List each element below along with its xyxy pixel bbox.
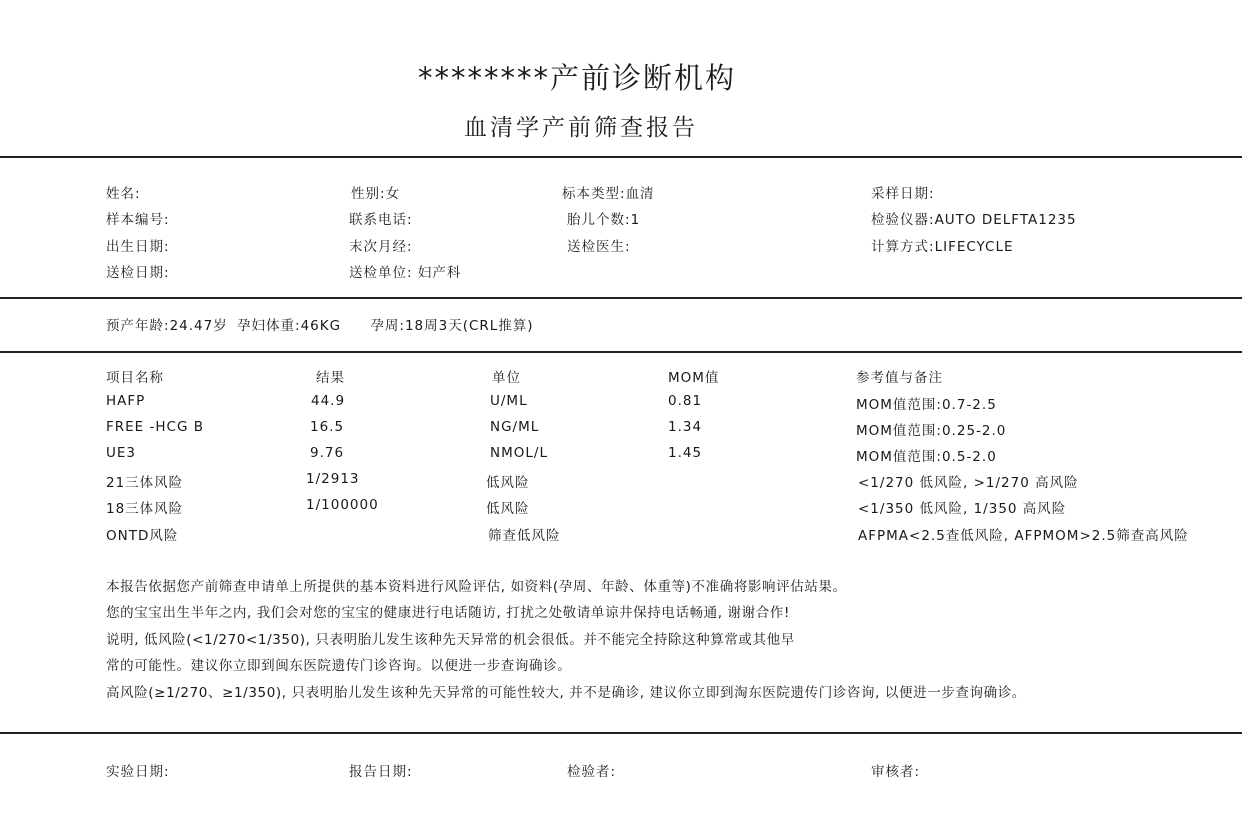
cell-unit: 筛查低风险: [488, 528, 561, 544]
field-label: 胎儿个数:: [567, 212, 631, 228]
note-line: 高风险(≥1/270、≥1/350), 只表明胎儿发生该种先天异常的可能性较大, 并不是确诊, 建议你立即到淘东医院遗传门诊咨询, 以便进一步查询确诊。: [106, 685, 1026, 701]
field-reviewer: [871, 760, 920, 780]
header-result: 结果: [316, 370, 345, 386]
field-experiment-date: [106, 760, 170, 780]
field-phone: [349, 208, 413, 228]
field-label: 报告日期:: [349, 764, 413, 780]
field-gender: [351, 182, 400, 202]
cell-item: FREE -HCG B: [106, 419, 204, 435]
cell-result: 44.9: [311, 393, 346, 409]
cell-result: 1/2913: [306, 471, 360, 487]
cell-unit: 低风险: [486, 501, 530, 517]
cell-item: UE3: [106, 445, 136, 461]
cell-item: HAFP: [106, 393, 146, 409]
field-label: 审核者:: [871, 764, 921, 780]
field-value: 46KG: [300, 318, 342, 334]
divider-2: [0, 297, 1242, 299]
note-line: 您的宝宝出生半年之内, 我们会对您的宝宝的健康进行电话随访, 打扰之处敬请单谅井保持电话畅通, 谢谢合作!: [106, 605, 790, 621]
field-submitting-unit: [349, 261, 461, 281]
cell-result: 1/100000: [306, 497, 379, 513]
header-item-name: 项目名称: [106, 370, 164, 386]
field-value: 妇产科: [412, 265, 462, 281]
header-reference: 参考值与备注: [856, 370, 943, 386]
cell-reference: <1/270 低风险, >1/270 高风险: [858, 475, 1079, 491]
field-calculation-method: [871, 235, 1014, 255]
field-label: 送检医生:: [567, 239, 631, 255]
field-label: 检验仪器:: [871, 212, 935, 228]
expected-age: [106, 318, 228, 334]
header-unit: 单位: [492, 370, 521, 386]
cell-mom: 1.34: [668, 419, 703, 435]
field-sample-number: [106, 208, 170, 228]
field-label: 孕妇体重:: [237, 318, 301, 334]
field-submission-date: [106, 261, 170, 281]
field-label: 送检单位:: [349, 265, 413, 281]
field-value: AUTO DELFTA1235: [934, 212, 1077, 228]
field-value: 24.47岁: [169, 318, 228, 334]
cell-mom: 0.81: [668, 393, 703, 409]
field-collection-date: [871, 182, 935, 202]
field-value: 1: [630, 212, 641, 228]
field-label: 姓名:: [106, 186, 141, 202]
cell-unit: 低风险: [486, 475, 530, 491]
field-fetus-count: [567, 208, 640, 228]
field-label: 性别:: [351, 186, 386, 202]
cell-reference: MOM值范围:0.25-2.0: [856, 423, 1007, 439]
report-title: 血清学产前筛查报告: [464, 115, 698, 141]
cell-result: 9.76: [310, 445, 345, 461]
field-label: 孕周:: [370, 318, 405, 334]
field-value: LIFECYCLE: [934, 239, 1014, 255]
institution-title: ********产前诊断机构: [417, 61, 736, 95]
field-birth-date: [106, 235, 170, 255]
field-label: 样本编号:: [106, 212, 170, 228]
cell-item: 18三体风险: [106, 501, 184, 517]
field-label: 出生日期:: [106, 239, 170, 255]
field-tester: [567, 760, 616, 780]
field-label: 采样日期:: [871, 186, 935, 202]
cell-unit: NMOL/L: [490, 445, 548, 461]
field-report-date: [349, 760, 413, 780]
note-line: 本报告依据您产前筛查申请单上所提供的基本资料进行风险评估, 如资料(孕周、年龄、体重等)不准确将影响评估站果。: [106, 579, 847, 595]
field-last-menstruation: [349, 235, 413, 255]
field-label: 末次月经:: [349, 239, 413, 255]
field-label: 送检日期:: [106, 265, 170, 281]
field-label: 计算方式:: [871, 239, 935, 255]
cell-unit: NG/ML: [490, 419, 540, 435]
cell-reference: MOM值范围:0.5-2.0: [856, 449, 997, 465]
field-label: 联系电话:: [349, 212, 413, 228]
divider-3: [0, 351, 1242, 353]
field-name: [106, 182, 141, 202]
cell-reference: AFPMA<2.5查低风险, AFPMOM>2.5筛查高风险: [858, 528, 1189, 544]
cell-reference: <1/350 低风险, 1/350 高风险: [858, 501, 1067, 517]
summary-line: [106, 314, 534, 334]
divider-bottom: [0, 732, 1242, 734]
header-mom: MOM值: [668, 370, 720, 386]
gestational-age: [370, 318, 533, 334]
field-label: 检验者:: [567, 764, 617, 780]
cell-result: 16.5: [310, 419, 345, 435]
field-label: 实验日期:: [106, 764, 170, 780]
field-specimen-type: [562, 182, 655, 202]
note-line: 常的可能性。建议你立即到闽东医院遗传门诊咨询。以便进一步查询确诊。: [106, 658, 572, 674]
cell-mom: 1.45: [668, 445, 703, 461]
field-instrument: [871, 208, 1077, 228]
field-label: 预产年龄:: [106, 318, 170, 334]
cell-item: ONTD风险: [106, 528, 179, 544]
field-value: 女: [385, 186, 401, 202]
cell-reference: MOM值范围:0.7-2.5: [856, 397, 997, 413]
cell-unit: U/ML: [490, 393, 528, 409]
field-referring-doctor: [567, 235, 631, 255]
divider-top: [0, 156, 1242, 158]
field-value: 血清: [625, 186, 655, 202]
field-value: 18周3天(CRL推算): [404, 318, 534, 334]
note-line: 说明, 低风险(<1/270<1/350), 只表明胎儿发生该种先天异常的机会很低。并不能完全持除这种算常或其他早: [106, 632, 795, 648]
maternal-weight: [237, 318, 341, 334]
field-label: 标本类型:: [562, 186, 626, 202]
cell-item: 21三体风险: [106, 475, 184, 491]
